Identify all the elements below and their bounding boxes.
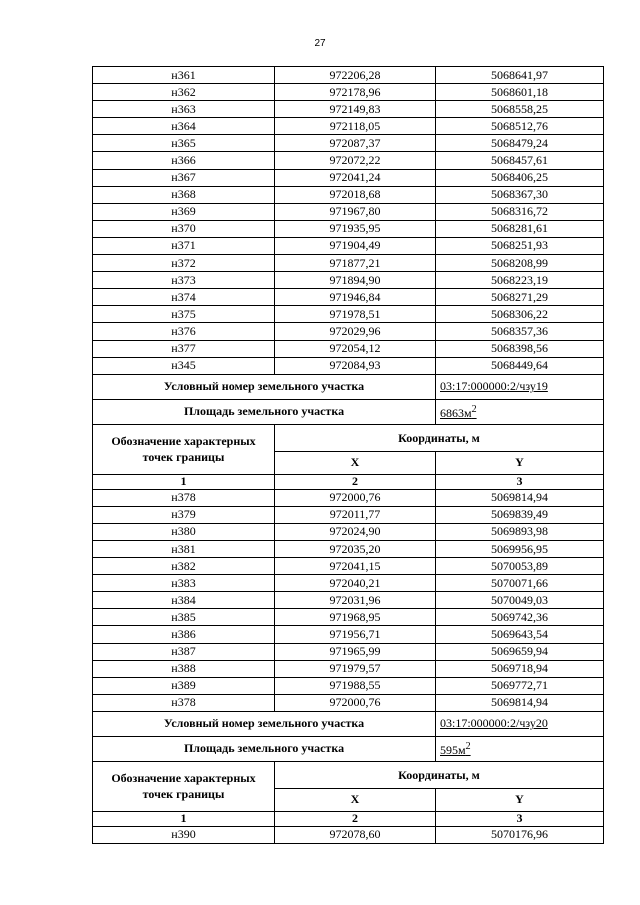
x-cell: 972040,21 xyxy=(275,575,436,592)
point-cell: н384 xyxy=(93,592,275,609)
x-cell: 971988,55 xyxy=(275,677,436,694)
point-cell: н378 xyxy=(93,694,275,711)
x-cell: 972041,24 xyxy=(275,169,436,186)
table-row xyxy=(93,186,604,203)
table-row xyxy=(93,255,604,272)
point-cell: н370 xyxy=(93,220,275,237)
column-number-1: 1 xyxy=(93,811,275,826)
point-cell: н367 xyxy=(93,169,275,186)
table-row xyxy=(93,694,604,711)
parcel-area-value: $595м^2$ xyxy=(436,736,604,761)
column-header-row xyxy=(93,424,604,451)
point-cell: н375 xyxy=(93,306,275,323)
y-cell: 5068208,99 xyxy=(436,255,604,272)
point-cell: н372 xyxy=(93,255,275,272)
point-cell: н383 xyxy=(93,575,275,592)
parcel-number-row xyxy=(93,711,604,736)
table-row xyxy=(93,289,604,306)
y-cell: 5070176,96 xyxy=(436,826,604,843)
point-cell: н388 xyxy=(93,660,275,677)
table-row xyxy=(93,677,604,694)
x-cell: 971978,51 xyxy=(275,306,436,323)
point-cell: н364 xyxy=(93,118,275,135)
y-header: Y xyxy=(436,451,604,474)
table-row xyxy=(93,506,604,523)
y-cell: 5069718,94 xyxy=(436,660,604,677)
column-number-3: 3 xyxy=(436,474,604,489)
y-cell: 5068306,22 xyxy=(436,306,604,323)
point-cell: н389 xyxy=(93,677,275,694)
x-cell: 972000,76 xyxy=(275,489,436,506)
table-row xyxy=(93,357,604,374)
parcel-area-value: $6863м^2$ xyxy=(436,399,604,424)
y-cell: 5069742,36 xyxy=(436,609,604,626)
table-row xyxy=(93,152,604,169)
y-cell: 5070049,03 xyxy=(436,592,604,609)
y-cell: 5069814,94 xyxy=(436,489,604,506)
points-header: Обозначение характерных точек границы xyxy=(93,424,275,474)
table-row xyxy=(93,169,604,186)
x-cell: 971946,84 xyxy=(275,289,436,306)
x-header: X xyxy=(275,451,436,474)
table-row xyxy=(93,306,604,323)
table-row xyxy=(93,220,604,237)
table-row xyxy=(93,340,604,357)
x-cell: 972178,96 xyxy=(275,84,436,101)
point-cell: н387 xyxy=(93,643,275,660)
coords-header: Координаты, м xyxy=(275,761,604,788)
column-number-row xyxy=(93,474,604,489)
point-cell: н380 xyxy=(93,523,275,540)
y-cell: 5068223,19 xyxy=(436,272,604,289)
x-cell: 972000,76 xyxy=(275,694,436,711)
x-header: X xyxy=(275,788,436,811)
point-cell: н366 xyxy=(93,152,275,169)
x-cell: 972149,83 xyxy=(275,101,436,118)
point-cell: н362 xyxy=(93,84,275,101)
table-row xyxy=(93,489,604,506)
coordinates-table xyxy=(92,66,604,844)
x-cell: 972018,68 xyxy=(275,186,436,203)
y-cell: 5068281,61 xyxy=(436,220,604,237)
x-cell: 971904,49 xyxy=(275,237,436,254)
x-cell: 972084,93 xyxy=(275,357,436,374)
x-cell: 971877,21 xyxy=(275,255,436,272)
x-cell: 972118,05 xyxy=(275,118,436,135)
table-row xyxy=(93,609,604,626)
table-row xyxy=(93,67,604,84)
column-number-3: 3 xyxy=(436,811,604,826)
table-row xyxy=(93,203,604,220)
y-cell: 5068449,64 xyxy=(436,357,604,374)
x-cell: 971935,95 xyxy=(275,220,436,237)
parcel-area-row xyxy=(93,399,604,424)
page-number: 27 xyxy=(314,38,326,49)
parcel-number-row xyxy=(93,374,604,399)
y-cell: 5068357,36 xyxy=(436,323,604,340)
point-cell: н369 xyxy=(93,203,275,220)
x-cell: 972087,37 xyxy=(275,135,436,152)
y-cell: 5068251,93 xyxy=(436,237,604,254)
y-header: Y xyxy=(436,788,604,811)
coords-header: Координаты, м xyxy=(275,424,604,451)
point-cell: н390 xyxy=(93,826,275,843)
parcel-number-value: 03:17:000000:2/чзу20 xyxy=(436,711,604,736)
point-cell: н368 xyxy=(93,186,275,203)
y-cell: 5068406,25 xyxy=(436,169,604,186)
points-header: Обозначение характерных точек границы xyxy=(93,761,275,811)
x-cell: 972031,96 xyxy=(275,592,436,609)
x-cell: 972054,12 xyxy=(275,340,436,357)
y-cell: 5068641,97 xyxy=(436,67,604,84)
x-cell: 972206,28 xyxy=(275,67,436,84)
parcel-area-label: Площадь земельного участка xyxy=(93,399,436,424)
x-cell: 971894,90 xyxy=(275,272,436,289)
table-row xyxy=(93,118,604,135)
table-row xyxy=(93,626,604,643)
point-cell: н379 xyxy=(93,506,275,523)
x-cell: 971965,99 xyxy=(275,643,436,660)
point-cell: н361 xyxy=(93,67,275,84)
parcel-area-label: Площадь земельного участка xyxy=(93,736,436,761)
table-row xyxy=(93,540,604,557)
y-cell: 5069814,94 xyxy=(436,694,604,711)
table-row xyxy=(93,558,604,575)
table-row xyxy=(93,575,604,592)
x-cell: 971967,80 xyxy=(275,203,436,220)
y-cell: 5070053,89 xyxy=(436,558,604,575)
table-row xyxy=(93,643,604,660)
y-cell: 5068398,56 xyxy=(436,340,604,357)
table-row xyxy=(93,84,604,101)
point-cell: н365 xyxy=(93,135,275,152)
x-cell: 971968,95 xyxy=(275,609,436,626)
y-cell: 5069956,95 xyxy=(436,540,604,557)
y-cell: 5068367,30 xyxy=(436,186,604,203)
table-row xyxy=(93,135,604,152)
x-cell: 972072,22 xyxy=(275,152,436,169)
column-number-1: 1 xyxy=(93,474,275,489)
point-cell: н377 xyxy=(93,340,275,357)
y-cell: 5068479,24 xyxy=(436,135,604,152)
x-cell: 972035,20 xyxy=(275,540,436,557)
table-row xyxy=(93,826,604,843)
column-number-row xyxy=(93,811,604,826)
table-row xyxy=(93,323,604,340)
point-cell: н374 xyxy=(93,289,275,306)
table-row xyxy=(93,660,604,677)
y-cell: 5069839,49 xyxy=(436,506,604,523)
point-cell: н382 xyxy=(93,558,275,575)
point-cell: н381 xyxy=(93,540,275,557)
y-cell: 5068457,61 xyxy=(436,152,604,169)
x-cell: 972041,15 xyxy=(275,558,436,575)
y-cell: 5068558,25 xyxy=(436,101,604,118)
point-cell: н345 xyxy=(93,357,275,374)
parcel-number-label: Условный номер земельного участка xyxy=(93,711,436,736)
x-cell: 972011,77 xyxy=(275,506,436,523)
y-cell: 5068601,18 xyxy=(436,84,604,101)
point-cell: н386 xyxy=(93,626,275,643)
point-cell: н371 xyxy=(93,237,275,254)
point-cell: н373 xyxy=(93,272,275,289)
x-cell: 972078,60 xyxy=(275,826,436,843)
y-cell: 5070071,66 xyxy=(436,575,604,592)
x-cell: 972029,96 xyxy=(275,323,436,340)
point-cell: н378 xyxy=(93,489,275,506)
x-cell: 972024,90 xyxy=(275,523,436,540)
x-cell: 971979,57 xyxy=(275,660,436,677)
parcel-number-value: 03:17:000000:2/чзу19 xyxy=(436,374,604,399)
point-cell: н363 xyxy=(93,101,275,118)
column-number-2: 2 xyxy=(275,811,436,826)
table-row xyxy=(93,101,604,118)
column-header-row xyxy=(93,761,604,788)
y-cell: 5069643,54 xyxy=(436,626,604,643)
y-cell: 5069893,98 xyxy=(436,523,604,540)
column-number-2: 2 xyxy=(275,474,436,489)
table-row xyxy=(93,272,604,289)
x-cell: 971956,71 xyxy=(275,626,436,643)
y-cell: 5069659,94 xyxy=(436,643,604,660)
parcel-number-label: Условный номер земельного участка xyxy=(93,374,436,399)
y-cell: 5069772,71 xyxy=(436,677,604,694)
point-cell: н385 xyxy=(93,609,275,626)
parcel-area-row xyxy=(93,736,604,761)
table-row xyxy=(93,237,604,254)
point-cell: н376 xyxy=(93,323,275,340)
y-cell: 5068271,29 xyxy=(436,289,604,306)
table-row xyxy=(93,592,604,609)
y-cell: 5068512,76 xyxy=(436,118,604,135)
table-row xyxy=(93,523,604,540)
y-cell: 5068316,72 xyxy=(436,203,604,220)
